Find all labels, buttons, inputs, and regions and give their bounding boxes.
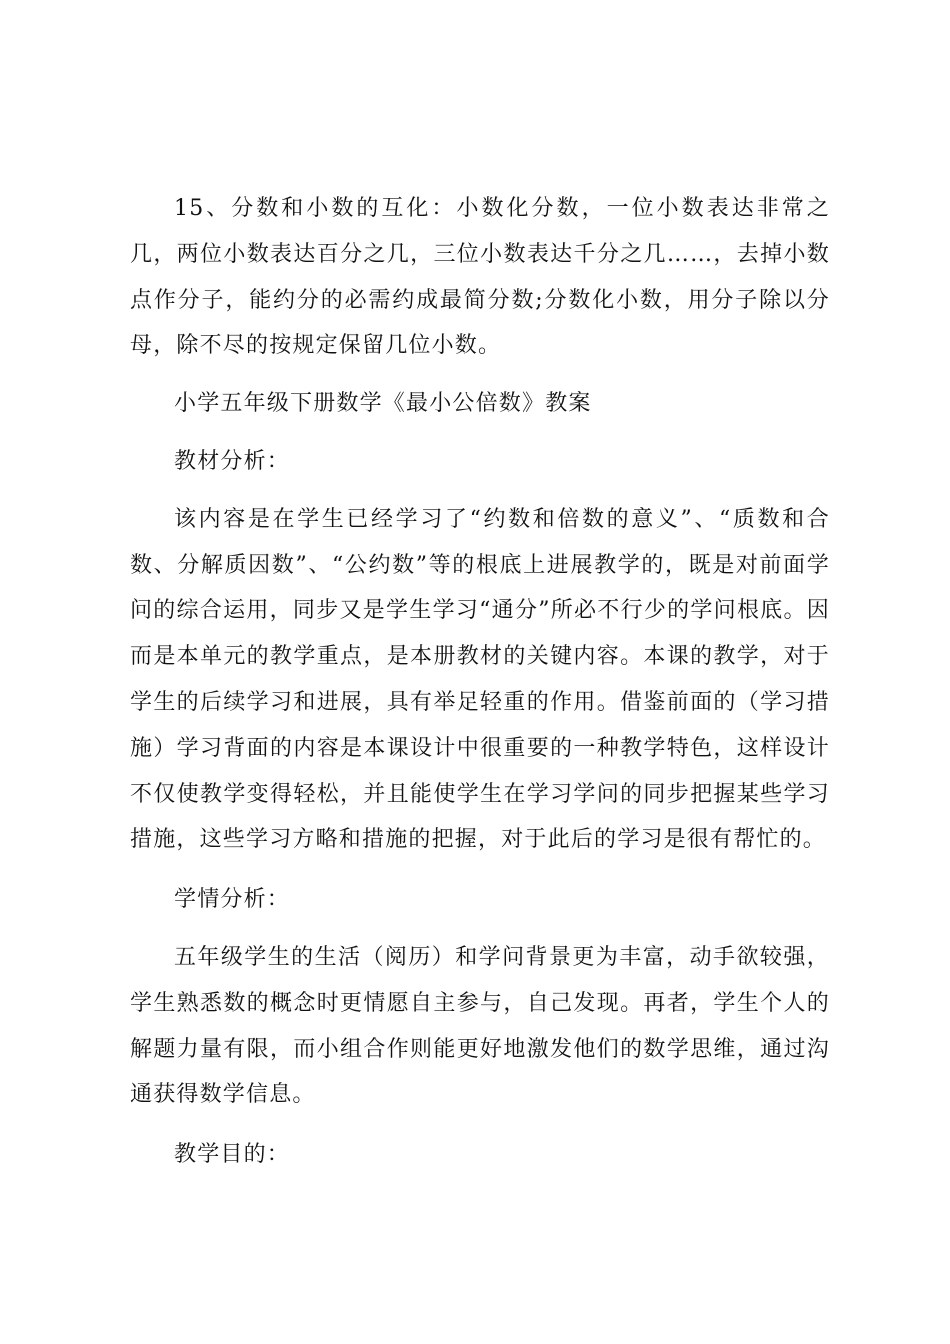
section-heading-students: 学情分析： (174, 887, 291, 913)
spacer (130, 427, 830, 439)
spacer (130, 485, 830, 497)
document-page (130, 186, 830, 1178)
paragraph-student-analysis: 五年级学生的生活（阅历）和学问背景更为丰富，动手欲较强，学生熟悉数的概念时更情愿自主参与，自己发现。再者，学生个人的解题力量有限，而小组合作则能更好地激发他们的数学思维，通过沟通获得数学信息。 (130, 944, 830, 1108)
paragraph-fraction-decimal: 15、分数和小数的互化：小数化分数，一位小数表达非常之几，两位小数表达百分之几，三位小数表达千分之几……，去掉小数点作分子，能约分的必需约成最简分数;分数化小数，用分子除以分母，除不尽的按规定保留几位小数。 (130, 196, 830, 359)
section-heading-material: 教材分析： (174, 448, 291, 474)
spacer (130, 369, 830, 381)
spacer (130, 1118, 830, 1132)
spacer (130, 923, 830, 935)
paragraph-material-analysis: 该内容是在学生已经学习了“约数和倍数的意义”、“质数和合数、分解质因数”、“公约数”等的根底上进展教学的，既是对前面学问的综合运用，同步又是学生学习“通分”所必不行少的学问根底。因而是本单元的教学重点，是本册教材的关键内容。本课的教学，对于学生的后续学习和进展，具有举足轻重的作用。借鉴前面的（学习措施）学习背面的内容是本课设计中很重要的一种教学特色，这样设计不仅使教学变得轻松，并且能使学生在学习学问的同步把握某些学习措施，这些学习方略和措施的把握，对于此后的学习是很有帮忙的。 (130, 506, 830, 853)
lesson-title: 小学五年级下册数学《最小公倍数》教案 (174, 391, 592, 417)
section-heading-goals: 教学目的： (174, 1142, 291, 1168)
spacer (130, 863, 830, 877)
